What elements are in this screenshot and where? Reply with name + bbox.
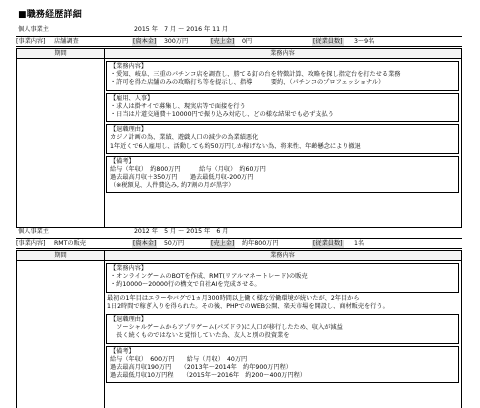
job-entry-2	[16, 228, 462, 408]
business-value: 店舗調査	[54, 38, 79, 45]
reason-box	[106, 124, 459, 154]
reason-heading: 【退職理由】	[110, 126, 148, 134]
duties-box	[106, 61, 459, 91]
duties-heading: 【業務内容】	[110, 63, 148, 70]
job-header	[16, 228, 462, 250]
job-header-line	[18, 26, 229, 36]
duties-box	[106, 263, 459, 293]
sales-value: 約年800万円	[242, 240, 279, 247]
section-title: ■職務経歴詳細	[18, 10, 82, 20]
job-period: 2015 年 7 月 ～ 2016 年 11 月	[134, 26, 229, 33]
content-column-header: 業務内容	[270, 252, 295, 259]
notes-box	[106, 346, 459, 384]
reason-line: ソーシャルゲームからアプリゲーム(パズドラ)に人口が移行したため、収入が減益	[110, 324, 343, 332]
table-body	[17, 261, 461, 408]
job-period: 2012 年 5 月 ～ 2015 年 6 月	[134, 228, 229, 235]
job-attributes	[16, 238, 462, 249]
employees-value: 3～9名	[354, 38, 375, 45]
sales-label: [売上金]	[211, 240, 235, 247]
job-content	[106, 61, 459, 195]
business-label: [事業内容]	[16, 240, 46, 247]
notes-line: 過去最高月収＋350万円 過去最低月収-200万円	[110, 174, 254, 182]
job-table	[16, 48, 462, 228]
reason-box	[106, 314, 459, 344]
reason-line: 長く続くものではないと覚悟していた為、友人と別の投資業を	[110, 332, 290, 340]
job-table	[16, 250, 462, 408]
job-content	[106, 263, 459, 385]
duties-line: ・オンラインゲームのBOTを作成、RMT(リアルマネートレード)の販売	[110, 273, 308, 281]
sales-value: 0円	[242, 38, 253, 45]
hiring-heading: 【雇用、人事】	[110, 94, 154, 102]
capital-label: [資本金]	[133, 38, 157, 45]
business-value: RMTの販売	[54, 240, 86, 247]
table-body	[17, 59, 461, 227]
notes-line: 給与（年収） 約800万円 給与（月収） 約60万円	[110, 165, 266, 173]
hiring-line: ・求人は掛サイで募集し、現実店等で面接を行う	[110, 102, 246, 110]
employer: 個人事業主	[18, 228, 49, 235]
sales-label: [売上金]	[211, 38, 235, 45]
notes-heading: 【備考】	[110, 157, 135, 165]
notes-line: 給与（年収） 600万円 給与（月収） 40万円	[110, 355, 248, 363]
employees-label: [従業員数]	[313, 240, 343, 247]
notes-box	[106, 156, 459, 194]
capital-value: 300万円	[164, 38, 189, 45]
description-line: 最初の1年目はエラーやバグで1ヵ月300時間以上働く様な労働環境が続いたが、2年目から	[107, 294, 360, 302]
duties-heading: 【業務内容】	[110, 265, 148, 272]
table-header	[17, 49, 461, 59]
notes-line: （※税額見、人件費込み, 約7割の月が黒字）	[110, 182, 235, 190]
period-column-header: 期間	[54, 252, 67, 259]
description-line: 1日2時間で稼ぎ入りを得られた。その後、PHPでのWEB公開、楽天市場を開設し、商材販売を行う。	[107, 302, 389, 310]
job-header-line	[18, 228, 229, 238]
reason-line: カジノ計画の為、業績、遊戯人口の減少の為業績悪化	[110, 134, 259, 142]
reason-line: 1年近くで6人雇用し、活動しても約50万円しか稼げない為、将来性、年齢懸念により撤退	[110, 142, 361, 150]
notes-heading: 【備考】	[110, 347, 135, 355]
hiring-line: ・日当は片道交通費＋10000円で振り込み対応し、どの様な結果でも必ず支払う	[110, 110, 334, 118]
employees-value: 1名	[354, 240, 365, 247]
period-column-header: 期間	[54, 50, 67, 57]
table-header	[17, 251, 461, 261]
job-header	[16, 26, 462, 48]
notes-line: 過去最高月収190万円 （2013年～2014年 約年900万円程）	[110, 363, 292, 371]
capital-value: 50万円	[164, 240, 185, 247]
hiring-box	[106, 93, 459, 123]
notes-line: 過去最低月収10万円程 （2015年～2016年 約200～400万円程）	[110, 372, 307, 380]
capital-label: [資本金]	[133, 240, 157, 247]
content-column-header: 業務内容	[270, 50, 295, 57]
employer: 個人事業主	[18, 26, 49, 33]
reason-heading: 【退職理由】	[110, 315, 148, 323]
employees-label: [従業員数]	[313, 38, 343, 45]
duties-line: ・許可を得た店舗のみの攻略打ち等を提示し、指導 要約、（パチンコのプロフェッショナル）	[110, 79, 385, 87]
work-description	[106, 295, 459, 311]
job-entry-1	[16, 26, 462, 228]
business-label: [事業内容]	[16, 38, 46, 45]
duties-line: ・約10000～20000行の構文で自社AIを完成させる。	[110, 281, 261, 289]
duties-line: ・愛知、岐阜、三重のパチンコ店を調査し、勝てる釘の台を特徴計算、攻略を探し指定台を打たせる業務	[110, 71, 401, 79]
job-attributes	[16, 36, 462, 47]
